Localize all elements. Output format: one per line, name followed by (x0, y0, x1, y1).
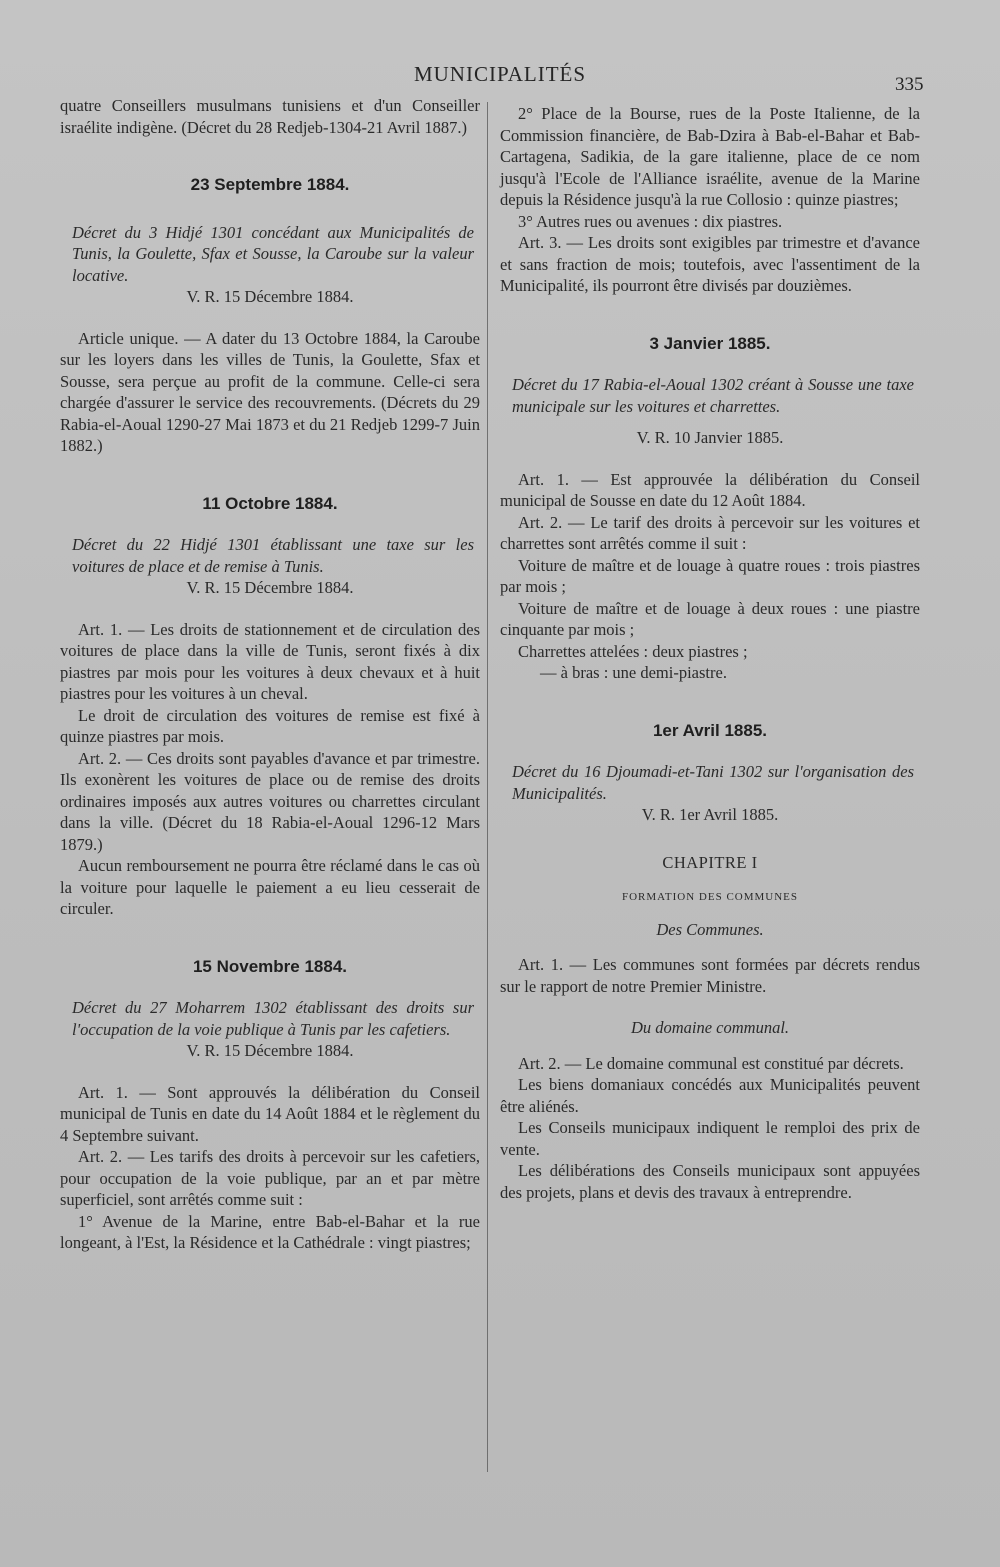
right-column (500, 103, 920, 1203)
paragraph: Les Conseils municipaux indiquent le remploi des prix de vente. (500, 1118, 920, 1159)
paragraph: Charrettes attelées : deux piastres ; (518, 641, 748, 661)
date-heading: 1er Avril 1885. (652, 720, 768, 740)
reference: V. R. 15 Décembre 1884. (186, 1041, 354, 1060)
paragraph: Aucun remboursement ne pourra être réclamé dans le cas où la voiture pour laquelle le paiement a eu lieu cesserait de circuler. (60, 856, 480, 918)
running-head: MUNICIPALITÉS (413, 62, 587, 86)
date-heading: 3 Janvier 1885. (649, 333, 771, 353)
paragraph: 1° Avenue de la Marine, entre Bab-el-Bahar et la rue longeant, à l'Est, la Résidence et la Cathédrale : vingt piastres; (60, 1211, 480, 1252)
paragraph: Art. 1. — Les communes sont formées par décrets rendus sur le rapport de notre Premier Ministre. (500, 955, 920, 996)
reference: V. R. 1er Avril 1885. (641, 805, 779, 824)
paragraph: Art. 1. — Est approuvée la délibération du Conseil municipal de Sousse en date du 12 Août 1884. (500, 469, 920, 510)
decree-title: Décret du 22 Hidjé 1301 établissant une taxe sur les voitures de place et de remise à Tunis. (72, 535, 474, 576)
paragraph: Art. 2. — Ces droits sont payables d'avance et par trimestre. Ils exonèrent les voitures de place ou de remise des droits ordinaires imposés aux autres voitures ou charrettes circulant dans la ville. (Décret du 18 Rabia-el-Aoual 1296-12 Mars 1879.) (60, 748, 480, 854)
paragraph: Article unique. — A dater du 13 Octobre 1884, la Caroube sur les loyers dans les villes de Tunis, la Goulette, Sfax et Sousse, sera perçue au profit de la commune. Celle-ci sera chargée d'assurer le service des recouvrements. (Décrets du 29 Rabia-el-Aoual 1290-27 Mai 1873 et du 21 Redjeb 1299-7 Juin 1882.) (60, 328, 480, 455)
paragraph: Art. 2. — Les tarifs des droits à percevoir sur les cafetiers, pour occupation de la voie publique, par an et par mètre superficiel, sont arrêtés comme suit : (60, 1147, 480, 1209)
date-heading: 23 Septembre 1884. (190, 175, 350, 194)
decree-title: Décret du 27 Moharrem 1302 établissant des droits sur l'occupation de la voie publique à Tunis par les cafetiers. (72, 998, 474, 1039)
paragraph: Voiture de maître et de louage à deux roues : une piastre cinquante par mois ; (500, 598, 920, 639)
paragraph: Art. 3. — Les droits sont exigibles par trimestre et d'avance et sans fraction de mois; toutefois, avec l'assentiment de la Municipalité, ils pourront être divisés par douzièmes. (500, 233, 920, 295)
subheading: Du domaine communal. (630, 1018, 790, 1037)
decree-title: Décret du 3 Hidjé 1301 concédant aux Municipalités de Tunis, la Goulette, Sfax et Sousse, la Caroube sur la valeur locative. (72, 222, 474, 285)
paragraph: 2° Place de la Bourse, rues de la Poste Italienne, de la Commission financière, de Bab-Dzira à Bab-el-Bahar et Bab-Cartagena, Sadikia, de la gare italienne, place de ce nom jusqu'à l'Ecole de l'Alliance israélite, avenue de la Marine depuis la Résidence jusqu'à la rue Collosio : quinze piastres; (500, 104, 920, 209)
page-number: 335 (895, 74, 924, 95)
paragraph: Art. 1. — Les droits de stationnement et de circulation des voitures de place dans la ville de Tunis, seront fixés à dix piastres par mois pour les voitures à deux chevaux et à huit piastres pour les voitures à un cheval. (60, 619, 480, 703)
decree-title: Décret du 17 Rabia-el-Aoual 1302 créant à Sousse une taxe municipale sur les voitures et charrettes. (512, 375, 914, 416)
paragraph: Les délibérations des Conseils municipaux sont appuyées des projets, plans et devis des travaux à entreprendre. (500, 1161, 920, 1202)
paragraph: Les biens domaniaux concédés aux Municipalités peuvent être aliénés. (500, 1075, 920, 1116)
left-column (60, 95, 480, 1254)
reference: V. R. 15 Décembre 1884. (186, 287, 354, 306)
reference: V. R. 15 Décembre 1884. (186, 578, 354, 597)
paragraph: Le droit de circulation des voitures de remise est fixé à quinze piastres par mois. (60, 705, 480, 746)
paragraph: Art. 2. — Le tarif des droits à percevoir sur les voitures et charrettes sont arrêtés comme il suit : (500, 512, 920, 553)
paragraph: quatre Conseillers musulmans tunisiens et d'un Conseiller israélite indigène. (Décret du 28 Redjeb-1304-21 Avril 1887.) (60, 96, 480, 137)
paragraph: — à bras : une demi-piastre. (540, 663, 727, 682)
chapter-title: FORMATION DES COMMUNES (621, 891, 799, 903)
paragraph: Voiture de maître et de louage à quatre roues : trois piastres par mois ; (500, 555, 920, 596)
subheading: Des Communes. (656, 919, 764, 939)
decree-title: Décret du 16 Djoumadi-et-Tani 1302 sur l'organisation des Municipalités. (512, 762, 914, 803)
paragraph: Art. 2. — Le domaine communal est constitué par décrets. (518, 1053, 904, 1073)
reference: V. R. 10 Janvier 1885. (636, 428, 784, 447)
paragraph: 3° Autres rues ou avenues : dix piastres. (518, 211, 783, 231)
paragraph: Art. 1. — Sont approuvés la délibération du Conseil municipal de Tunis en date du 14 Août 1884 et le règlement du 4 Septembre suivant. (60, 1082, 480, 1145)
date-heading: 11 Octobre 1884. (202, 493, 338, 513)
column-divider (487, 102, 488, 1472)
date-heading: 15 Novembre 1884. (192, 956, 348, 976)
chapter-heading: CHAPITRE I (662, 852, 758, 872)
